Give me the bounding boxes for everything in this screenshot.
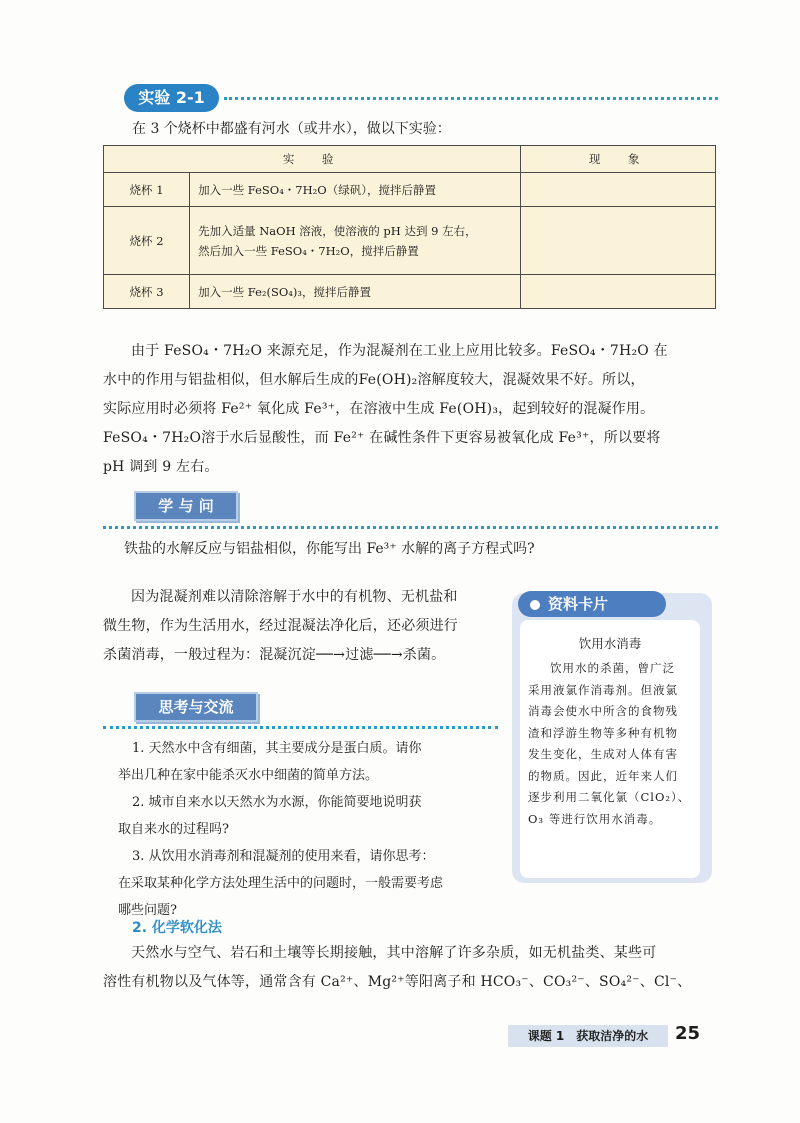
info-card-header: 资料卡片 bbox=[518, 591, 666, 617]
footer-chapter: 课题 1 获取洁净的水 bbox=[508, 1025, 668, 1047]
learn-ask-label: 学 与 问 bbox=[134, 491, 238, 521]
experiment-step: 加入一些 Fe₂(SO₄)₃，搅拌后静置 bbox=[190, 275, 521, 309]
bullet-icon bbox=[530, 600, 540, 610]
experiment-step: 加入一些 FeSO₄・7H₂O（绿矾），搅拌后静置 bbox=[190, 173, 521, 207]
info-card-text: 饮用水的杀菌，曾广泛 采用液氯作消毒剂。但液氯 消毒会使水中所含的食物残 渣和浮游生物等多种有机物 发生变化，生成对人体有害 的物质。因此，近年来人们 逐步利用二氧化氯（ClO₂）、 O₃ 等进行饮用水消毒。 bbox=[528, 661, 691, 826]
table-row bbox=[104, 173, 716, 207]
dotted-divider bbox=[103, 526, 718, 529]
beaker-label: 烧杯 2 bbox=[104, 207, 190, 275]
think-discuss-questions: 1. 天然水中含有细菌，其主要成分是蛋白质。请你 举出几种在家中能杀灭水中细菌的简单方法。 2. 城市自来水以天然水为水源，你能简要地说明获 取自来水的过程吗? 3. 从饮用水消毒剂和混凝剂的使用来看，请你思考： 在采取某种化学方法处理生活中的问题时，一般需要考虑 哪些问题? bbox=[118, 741, 444, 918]
table-header-row bbox=[104, 146, 716, 173]
paragraph-disinfection: 因为混凝剂难以清除溶解于水中的有机物、无机盐和 微生物，作为生活用水，经过混凝法净化后，还必须进行 杀菌消毒，一般过程为：混凝沉淀──→过滤──→杀菌。 bbox=[103, 589, 458, 663]
beaker-label: 烧杯 3 bbox=[104, 275, 190, 309]
observation-cell bbox=[521, 275, 716, 309]
experiment-table bbox=[103, 145, 716, 309]
table-row bbox=[104, 207, 716, 275]
paragraph-chemical-softening: 天然水与空气、岩石和土壤等长期接触，其中溶解了许多杂质，如无机盐类、某些可 溶性有机物以及气体等，通常含有 Ca²⁺、Mg²⁺等阳离子和 HCO₃⁻、CO₃²⁻、SO₄²⁻、Cl⁻、 bbox=[103, 945, 692, 990]
dotted-divider bbox=[224, 97, 718, 100]
experiment-intro: 在 3 个烧杯中都盛有河水（或井水），做以下实验： bbox=[132, 121, 451, 137]
table-row bbox=[104, 275, 716, 309]
page-number: 25 bbox=[675, 1023, 701, 1044]
dotted-divider bbox=[103, 726, 498, 729]
beaker-label: 烧杯 1 bbox=[104, 173, 190, 207]
observation-cell bbox=[521, 207, 716, 275]
table-header-experiment: 实 验 bbox=[104, 146, 521, 173]
learn-ask-question: 铁盐的水解反应与铝盐相似，你能写出 Fe³⁺ 水解的离子方程式吗? bbox=[124, 541, 535, 557]
think-discuss-label: 思考与交流 bbox=[134, 692, 258, 722]
experiment-step: 先加入适量 NaOH 溶液，使溶液的 pH 达到 9 左右， 然后加入一些 FeSO₄・7H₂O，搅拌后静置 bbox=[190, 207, 521, 275]
observation-cell bbox=[521, 173, 716, 207]
paragraph-fe-coagulant: 由于 FeSO₄・7H₂O 来源充足，作为混凝剂在工业上应用比较多。FeSO₄・7H₂O 在 水中的作用与铝盐相似，但水解后生成的Fe(OH)₂溶解度较大，混凝效果不好。所以， 实际应用时必须将 Fe²⁺ 氧化成 Fe³⁺，在溶液中生成 Fe(OH)₃，起到较好的混凝作用。 FeSO₄・7H₂O溶于水后显酸性，而 Fe²⁺ 在碱性条件下更容易被氧化成 Fe³⁺，所以要将 pH 调到 9 左右。 bbox=[103, 343, 668, 475]
info-card-body bbox=[520, 620, 700, 878]
table-header-observation: 现 象 bbox=[521, 146, 716, 173]
section-heading: 2. 化学软化法 bbox=[132, 920, 222, 936]
info-card-title: 饮用水消毒 bbox=[578, 636, 642, 651]
experiment-tag: 实验 2-1 bbox=[124, 84, 219, 112]
